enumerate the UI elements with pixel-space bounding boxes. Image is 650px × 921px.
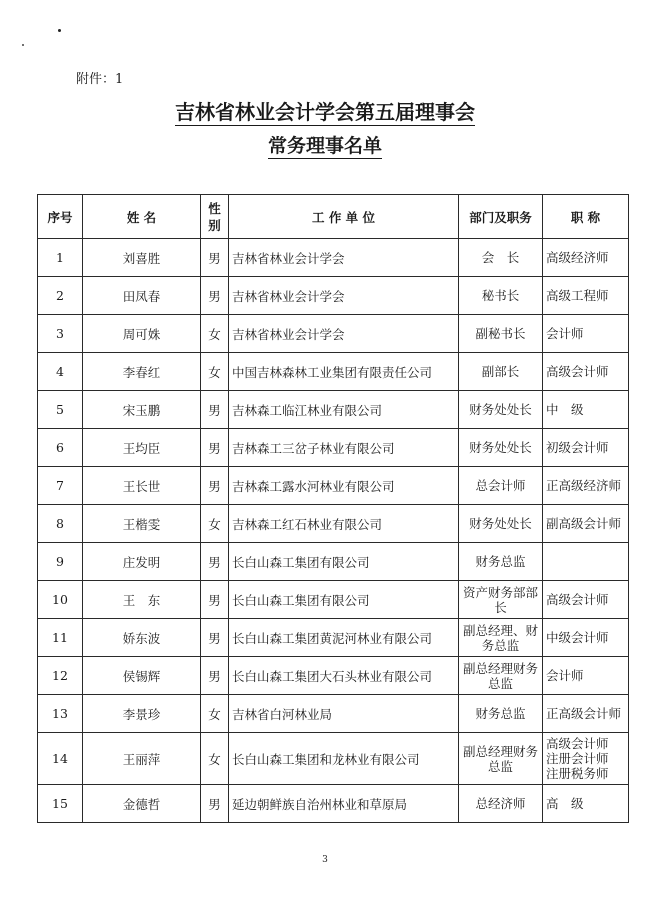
council-member-table xyxy=(37,194,629,823)
cell-seq: 14 xyxy=(38,733,83,785)
cell-seq: 2 xyxy=(38,277,83,315)
table-row xyxy=(38,429,629,467)
header-dept: 部门及职务 xyxy=(459,195,543,239)
cell-org: 吉林省林业会计学会 xyxy=(229,239,459,277)
cell-name: 王丽萍 xyxy=(83,733,201,785)
table-row xyxy=(38,543,629,581)
document-title xyxy=(0,96,650,125)
cell-rank: 高级会计师 注册会计师 注册税务师 xyxy=(543,733,629,785)
cell-dept: 秘书长 xyxy=(459,277,543,315)
cell-org: 吉林省林业会计学会 xyxy=(229,315,459,353)
header-gender-line2: 别 xyxy=(208,217,221,233)
document-title-text: 吉林省林业会计学会第五届理事会 xyxy=(175,100,475,124)
page-number: 3 xyxy=(322,855,328,865)
cell-gender: 女 xyxy=(201,505,229,543)
cell-seq: 8 xyxy=(38,505,83,543)
cell-gender: 男 xyxy=(201,657,229,695)
cell-name: 李春红 xyxy=(83,353,201,391)
cell-seq: 12 xyxy=(38,657,83,695)
cell-dept: 财务处处长 xyxy=(459,505,543,543)
header-gender-line1: 性 xyxy=(208,200,221,216)
cell-rank: 会计师 xyxy=(543,315,629,353)
cell-rank xyxy=(543,543,629,581)
cell-rank: 高 级 xyxy=(543,785,629,823)
cell-seq: 5 xyxy=(38,391,83,429)
table-row xyxy=(38,581,629,619)
cell-seq: 13 xyxy=(38,695,83,733)
table-row xyxy=(38,505,629,543)
cell-org: 长白山森工集团大石头林业有限公司 xyxy=(229,657,459,695)
cell-org: 吉林省林业会计学会 xyxy=(229,277,459,315)
cell-org: 吉林省白河林业局 xyxy=(229,695,459,733)
cell-rank: 初级会计师 xyxy=(543,429,629,467)
table-row xyxy=(38,785,629,823)
cell-seq: 15 xyxy=(38,785,83,823)
cell-name: 刘喜胜 xyxy=(83,239,201,277)
cell-gender: 男 xyxy=(201,391,229,429)
table-row xyxy=(38,733,629,785)
cell-gender: 男 xyxy=(201,277,229,315)
cell-seq: 7 xyxy=(38,467,83,505)
cell-seq: 6 xyxy=(38,429,83,467)
table-row xyxy=(38,657,629,695)
scan-speck xyxy=(58,29,61,32)
cell-seq: 11 xyxy=(38,619,83,657)
table-row xyxy=(38,619,629,657)
cell-seq: 3 xyxy=(38,315,83,353)
cell-name: 王 东 xyxy=(83,581,201,619)
cell-org: 吉林森工三岔子林业有限公司 xyxy=(229,429,459,467)
cell-rank: 中 级 xyxy=(543,391,629,429)
cell-seq: 10 xyxy=(38,581,83,619)
table-row xyxy=(38,467,629,505)
cell-gender: 女 xyxy=(201,315,229,353)
cell-org: 吉林森工红石林业有限公司 xyxy=(229,505,459,543)
table-row xyxy=(38,315,629,353)
header-name: 姓 名 xyxy=(83,195,201,239)
scan-speck-small xyxy=(22,44,24,46)
cell-seq: 4 xyxy=(38,353,83,391)
document-subtitle-text: 常务理事名单 xyxy=(267,135,382,157)
table-row xyxy=(38,353,629,391)
cell-gender: 男 xyxy=(201,467,229,505)
cell-org: 延边朝鲜族自治州林业和草原局 xyxy=(229,785,459,823)
cell-gender: 男 xyxy=(201,429,229,467)
cell-seq: 9 xyxy=(38,543,83,581)
cell-name: 娇东波 xyxy=(83,619,201,657)
cell-name: 王长世 xyxy=(83,467,201,505)
cell-dept: 总会计师 xyxy=(459,467,543,505)
cell-name: 李景珍 xyxy=(83,695,201,733)
cell-dept: 财务总监 xyxy=(459,543,543,581)
cell-gender: 女 xyxy=(201,695,229,733)
cell-name: 宋玉鹏 xyxy=(83,391,201,429)
header-org: 工 作 单 位 xyxy=(229,195,459,239)
table-row xyxy=(38,239,629,277)
cell-rank: 高级工程师 xyxy=(543,277,629,315)
cell-name: 侯锡辉 xyxy=(83,657,201,695)
cell-org: 长白山森工集团和龙林业有限公司 xyxy=(229,733,459,785)
cell-gender: 男 xyxy=(201,785,229,823)
cell-dept: 财务总监 xyxy=(459,695,543,733)
cell-name: 王均臣 xyxy=(83,429,201,467)
cell-name: 周可姝 xyxy=(83,315,201,353)
cell-gender: 女 xyxy=(201,733,229,785)
cell-org: 中国吉林森林工业集团有限责任公司 xyxy=(229,353,459,391)
cell-seq: 1 xyxy=(38,239,83,277)
cell-gender: 男 xyxy=(201,619,229,657)
cell-name: 金德哲 xyxy=(83,785,201,823)
header-rank: 职 称 xyxy=(543,195,629,239)
cell-dept: 财务处处长 xyxy=(459,429,543,467)
table-header-row xyxy=(38,195,629,239)
cell-name: 庄发明 xyxy=(83,543,201,581)
cell-dept: 副部长 xyxy=(459,353,543,391)
cell-gender: 男 xyxy=(201,581,229,619)
cell-rank: 会计师 xyxy=(543,657,629,695)
table-row xyxy=(38,391,629,429)
cell-rank: 正高级经济师 xyxy=(543,467,629,505)
cell-org: 长白山森工集团有限公司 xyxy=(229,543,459,581)
cell-rank: 正高级会计师 xyxy=(543,695,629,733)
cell-rank: 副高级会计师 xyxy=(543,505,629,543)
cell-rank: 高级会计师 xyxy=(543,353,629,391)
cell-org: 长白山森工集团黄泥河林业有限公司 xyxy=(229,619,459,657)
document-subtitle xyxy=(0,131,650,158)
header-gender xyxy=(201,195,229,239)
cell-dept: 财务处处长 xyxy=(459,391,543,429)
cell-dept: 副总经理、财务总监 xyxy=(459,619,543,657)
cell-rank: 高级经济师 xyxy=(543,239,629,277)
table-row xyxy=(38,277,629,315)
cell-dept: 总经济师 xyxy=(459,785,543,823)
table-row xyxy=(38,695,629,733)
cell-gender: 男 xyxy=(201,543,229,581)
cell-dept: 副总经理财务总监 xyxy=(459,657,543,695)
cell-org: 长白山森工集团有限公司 xyxy=(229,581,459,619)
cell-rank: 高级会计师 xyxy=(543,581,629,619)
cell-dept: 资产财务部部长 xyxy=(459,581,543,619)
cell-gender: 女 xyxy=(201,353,229,391)
header-seq: 序号 xyxy=(38,195,83,239)
cell-dept: 副总经理财务总监 xyxy=(459,733,543,785)
cell-org: 吉林森工露水河林业有限公司 xyxy=(229,467,459,505)
cell-org: 吉林森工临江林业有限公司 xyxy=(229,391,459,429)
cell-name: 王楷雯 xyxy=(83,505,201,543)
cell-name: 田凤春 xyxy=(83,277,201,315)
cell-rank: 中级会计师 xyxy=(543,619,629,657)
attachment-label: 附件：1 xyxy=(76,72,124,87)
cell-gender: 男 xyxy=(201,239,229,277)
cell-dept: 副秘书长 xyxy=(459,315,543,353)
cell-dept: 会 长 xyxy=(459,239,543,277)
